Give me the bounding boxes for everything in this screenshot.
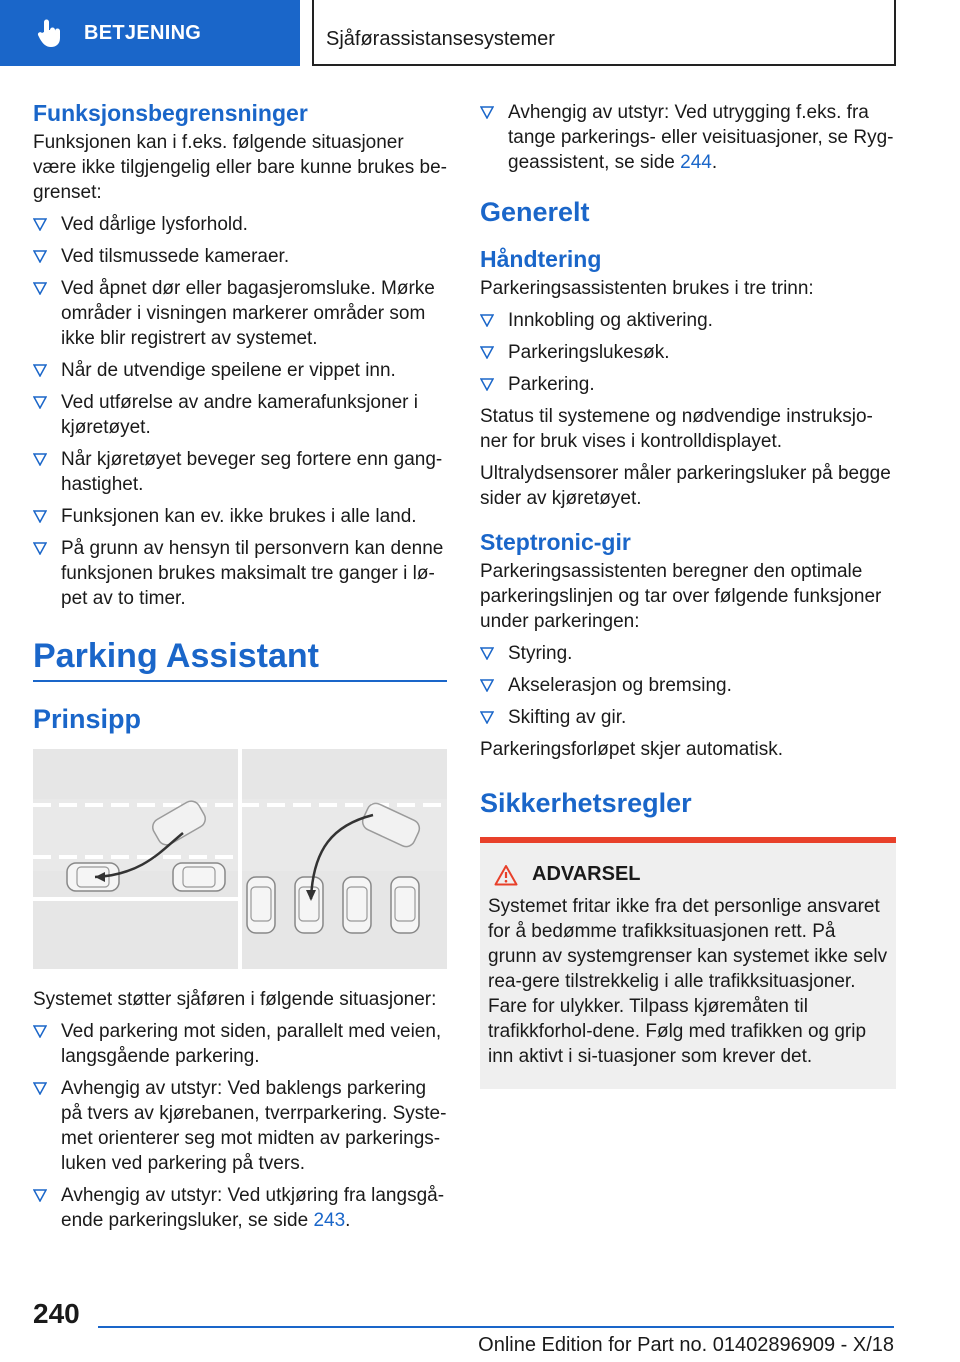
page-link-243[interactable]: 243 — [313, 1210, 346, 1231]
heading-rule — [33, 680, 447, 682]
triangle-bullet-icon — [33, 1025, 47, 1038]
parking-illustration — [33, 749, 447, 969]
list-item — [33, 1019, 449, 1069]
triangle-bullet-icon — [33, 510, 47, 523]
list-item-text: Ved dårlige lysforhold. — [61, 214, 248, 235]
footer-edition: Online Edition for Part no. 01402896909 - X/18 — [478, 1334, 894, 1356]
warning-title: ADVARSEL — [532, 863, 641, 885]
warning-text: Systemet fritar ikke fra det personlige ansvaret for å bedømme trafikksituasjonen rett. På grunn av systemgrenser kan systemet ikke selv rea-gere tilstrekkelig i alle trafikksituasjoner. Fare for ulykker. Tilpass kjøremåten til trafikkforhol-dene. Følg med trafikken og grip inn aktivt i si-tuasjoner som krever det. — [488, 896, 888, 1067]
left-column — [33, 100, 449, 1240]
header-divider — [312, 0, 314, 66]
section-title: Sjåførassistansesystemer — [326, 28, 555, 50]
warning-box — [480, 837, 896, 1089]
heading-handling: Håndtering — [480, 246, 602, 272]
limitations-list — [33, 212, 449, 611]
right-column — [480, 100, 896, 1089]
list-item — [33, 1183, 449, 1233]
list-item-text: På grunn av hensyn til personvern kan denne funksjonen brukes maksimalt tre ganger i lø-pet av to timer. — [61, 538, 444, 609]
list-item-end: . — [711, 152, 718, 173]
triangle-bullet-icon — [33, 396, 47, 409]
list-item — [480, 100, 896, 175]
automatic-text: Parkeringsforløpet skjer automatisk. — [480, 739, 784, 760]
list-item-text: Skifting av gir. — [508, 707, 627, 728]
list-item-text: Styring. — [508, 643, 573, 664]
triangle-bullet-icon — [480, 314, 494, 327]
steps-intro: Parkeringsassistenten brukes i tre trinn: — [480, 278, 814, 299]
triangle-bullet-icon — [33, 1189, 47, 1202]
heading-safety: Sikkerhetsregler — [480, 788, 692, 818]
list-item-text: Parkering. — [508, 374, 595, 395]
list-item-text: Ved parkering mot siden, parallelt med veien, langsgående parkering. — [61, 1021, 442, 1067]
heading-parking-assistant: Parking Assistant — [33, 637, 319, 675]
parking-diagram-icon — [33, 749, 447, 969]
heading-general: Generelt — [480, 197, 590, 227]
triangle-bullet-icon — [33, 250, 47, 263]
chapter-tab[interactable] — [0, 0, 300, 66]
triangle-bullet-icon — [480, 346, 494, 359]
list-item — [33, 358, 449, 383]
footer-rule — [98, 1326, 894, 1328]
status-text: Status til systemene og nødvendige instruksjo-ner for bruk vises i kontrolldisplayet. — [480, 406, 873, 452]
list-item-text: Avhengig av utstyr: Ved utkjøring fra langsgå-ende parkeringsluker, se side — [61, 1185, 445, 1231]
list-item — [480, 308, 896, 333]
triangle-bullet-icon — [480, 378, 494, 391]
list-item — [33, 390, 449, 440]
chapter-label: BETJENING — [84, 21, 202, 44]
support-list — [33, 1019, 449, 1233]
list-item — [33, 244, 449, 269]
steps-list — [480, 308, 896, 397]
list-item-text: Når de utvendige speilene er vippet inn. — [61, 360, 396, 381]
list-item-text: Ved åpnet dør eller bagasjeromsluke. Mørke områder i visningen markerer områder som ikke blir registrert av systemet. — [61, 278, 435, 349]
hand-touch-icon — [30, 13, 70, 53]
heading-limitations: Funksjonsbegrensninger — [33, 100, 308, 126]
list-item — [33, 447, 449, 497]
triangle-bullet-icon — [33, 218, 47, 231]
triangle-bullet-icon — [480, 711, 494, 724]
triangle-bullet-icon — [33, 364, 47, 377]
list-item — [33, 1076, 449, 1176]
warning-header — [488, 863, 888, 886]
list-item-text: Funksjonen kan ev. ikke brukes i alle land. — [61, 506, 417, 527]
steptronic-text: Parkeringsassistenten beregner den optimale parkeringslinjen og tar over følgende funksjoner under parkeringen: — [480, 561, 882, 632]
list-item — [33, 536, 449, 611]
list-item-text: Avhengig av utstyr: Ved utrygging f.eks. fra tange parkerings- eller veisituasjoner, se Ryg-geassistent, se side — [508, 102, 894, 173]
list-item — [480, 673, 896, 698]
list-item-text: Ved tilsmussede kameraer. — [61, 246, 290, 267]
heading-steptronic: Steptronic-gir — [480, 529, 631, 555]
page-number: 240 — [33, 1298, 80, 1329]
list-item-text: Innkobling og aktivering. — [508, 310, 713, 331]
list-item-text: Parkeringslukesøk. — [508, 342, 670, 363]
list-item-end: . — [345, 1210, 351, 1231]
list-item-text: Ved utførelse av andre kamerafunksjoner i kjøretøyet. — [61, 392, 418, 438]
list-item — [480, 340, 896, 365]
heading-principle: Prinsipp — [33, 704, 142, 734]
list-item — [480, 372, 896, 397]
support-list-continued — [480, 100, 896, 175]
triangle-bullet-icon — [480, 106, 494, 119]
list-item-text: Avhengig av utstyr: Ved baklengs parkering på tvers av kjørebanen, tverrparkering. Syste-met orienterer seg mot midten av parkerings-luken ved parkering på tvers. — [61, 1078, 447, 1174]
list-item — [33, 276, 449, 351]
header-right-edge — [894, 0, 896, 66]
triangle-bullet-icon — [33, 453, 47, 466]
list-item-text: Akselerasjon og bremsing. — [508, 675, 732, 696]
list-item-text: Når kjøretøyet beveger seg fortere enn gang-hastighet. — [61, 449, 443, 495]
header-rule — [312, 64, 896, 66]
ultrasonic-text: Ultralydsensorer måler parkeringsluker på begge sider av kjøretøyet. — [480, 463, 891, 509]
triangle-bullet-icon — [33, 282, 47, 295]
limitations-intro: Funksjonen kan i f.eks. følgende situasjoner være ikke tilgjengelig eller bare kunne brukes be-grenset: — [33, 132, 448, 203]
support-intro: Systemet støtter sjåføren i følgende situasjoner: — [33, 989, 437, 1010]
triangle-bullet-icon — [33, 542, 47, 555]
triangle-bullet-icon — [480, 679, 494, 692]
functions-list — [480, 641, 896, 730]
warning-triangle-icon — [494, 864, 518, 886]
triangle-bullet-icon — [480, 647, 494, 660]
list-item — [480, 641, 896, 666]
page-link-244[interactable]: 244 — [680, 152, 712, 173]
list-item — [33, 212, 449, 237]
list-item — [33, 504, 449, 529]
triangle-bullet-icon — [33, 1082, 47, 1095]
list-item — [480, 705, 896, 730]
